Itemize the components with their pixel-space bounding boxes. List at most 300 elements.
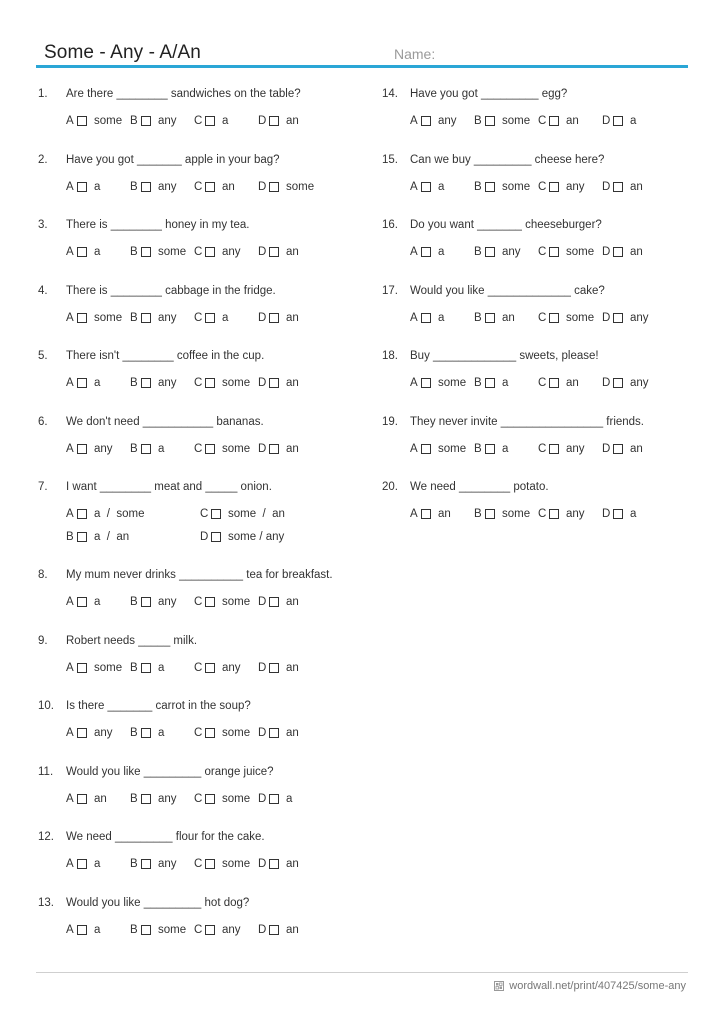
option-checkbox[interactable] — [77, 444, 87, 454]
option-checkbox[interactable] — [141, 378, 151, 388]
option-checkbox[interactable] — [421, 247, 431, 257]
option-checkbox[interactable] — [613, 182, 623, 192]
option-checkbox[interactable] — [549, 509, 559, 519]
question-item — [382, 416, 712, 482]
option-letter: B — [66, 531, 74, 543]
option-checkbox[interactable] — [269, 378, 279, 388]
question-text: I want ________ meat and _____ onion. — [66, 481, 272, 493]
option-letter: B — [474, 115, 482, 127]
footer-divider — [36, 972, 688, 973]
answer-option[interactable] — [602, 245, 643, 259]
option-checkbox[interactable] — [77, 378, 87, 388]
answer-option[interactable] — [194, 376, 250, 390]
question-item — [38, 416, 368, 482]
option-letter: C — [194, 442, 203, 455]
option-checkbox[interactable] — [421, 444, 431, 454]
option-value: some — [94, 311, 123, 324]
question-item — [382, 88, 712, 154]
answer-option[interactable] — [258, 726, 299, 740]
option-checkbox[interactable] — [421, 509, 431, 519]
answer-option[interactable] — [410, 442, 466, 456]
option-checkbox[interactable] — [549, 313, 559, 323]
question-number: 1. — [38, 88, 48, 100]
option-checkbox[interactable] — [141, 859, 151, 869]
question-item — [382, 219, 712, 285]
answer-option[interactable] — [258, 792, 292, 806]
answer-option[interactable] — [130, 923, 186, 937]
option-checkbox[interactable] — [421, 378, 431, 388]
option-checkbox[interactable] — [141, 597, 151, 607]
option-checkbox[interactable] — [269, 444, 279, 454]
footer-url[interactable]: wordwall.net/print/407425/some-any — [509, 980, 686, 992]
option-checkbox[interactable] — [269, 663, 279, 673]
answer-option[interactable] — [66, 857, 100, 871]
option-letter: D — [258, 596, 267, 608]
option-letter: A — [410, 508, 418, 520]
option-checkbox[interactable] — [77, 597, 87, 607]
question-number: 10. — [38, 700, 54, 712]
option-checkbox[interactable] — [77, 247, 87, 257]
answer-option[interactable] — [474, 114, 530, 128]
answer-option[interactable] — [66, 442, 113, 456]
option-checkbox[interactable] — [141, 663, 151, 673]
answer-option[interactable] — [200, 507, 285, 521]
answer-option[interactable] — [66, 245, 100, 259]
option-checkbox[interactable] — [485, 116, 495, 126]
question-number: 5. — [38, 350, 48, 362]
answer-option[interactable] — [194, 245, 241, 259]
option-checkbox[interactable] — [211, 509, 221, 519]
option-checkbox[interactable] — [269, 247, 279, 257]
option-value: an — [286, 246, 299, 258]
option-value: an — [286, 727, 299, 739]
question-number: 13. — [38, 896, 54, 909]
option-letter: A — [66, 311, 74, 324]
answer-option[interactable] — [538, 442, 585, 456]
option-letter: C — [194, 180, 203, 193]
answer-option[interactable] — [66, 661, 122, 675]
option-checkbox[interactable] — [141, 313, 151, 323]
option-letter: A — [410, 180, 418, 193]
option-value: a — [630, 508, 637, 520]
option-checkbox[interactable] — [205, 444, 215, 454]
option-value: a — [502, 442, 509, 455]
answer-option[interactable] — [410, 180, 444, 194]
option-checkbox[interactable] — [77, 182, 87, 192]
option-checkbox[interactable] — [549, 182, 559, 192]
option-checkbox[interactable] — [77, 663, 87, 673]
answer-option[interactable] — [194, 114, 228, 128]
option-letter: D — [258, 115, 267, 127]
answer-option[interactable] — [66, 595, 100, 609]
answer-option[interactable] — [130, 376, 177, 390]
option-checkbox[interactable] — [269, 597, 279, 607]
option-value: some — [502, 180, 531, 193]
question-text: Can we buy _________ cheese here? — [410, 153, 605, 166]
option-letter: D — [258, 246, 267, 258]
option-checkbox[interactable] — [141, 247, 151, 257]
name-field-label: Name: — [394, 46, 436, 62]
answer-option[interactable] — [130, 180, 177, 194]
option-value: an — [438, 508, 451, 520]
option-checkbox[interactable] — [205, 663, 215, 673]
option-checkbox[interactable] — [485, 444, 495, 454]
option-checkbox[interactable] — [205, 182, 215, 192]
option-letter: B — [130, 596, 138, 608]
option-letter: A — [410, 115, 418, 127]
option-value: any — [158, 596, 177, 608]
option-checkbox[interactable] — [613, 509, 623, 519]
option-checkbox[interactable] — [549, 247, 559, 257]
option-letter: C — [194, 792, 203, 805]
answer-option[interactable] — [410, 245, 444, 259]
answer-option[interactable] — [258, 923, 299, 937]
option-checkbox[interactable] — [205, 794, 215, 804]
option-letter: B — [130, 246, 138, 258]
option-letter: C — [538, 442, 547, 455]
answer-option[interactable] — [194, 595, 250, 609]
option-value: some — [502, 115, 531, 127]
question-item — [38, 350, 368, 416]
option-checkbox[interactable] — [77, 925, 87, 935]
option-value: a — [158, 442, 165, 455]
option-checkbox[interactable] — [77, 794, 87, 804]
option-letter: D — [258, 377, 267, 389]
question-item — [38, 285, 368, 351]
option-checkbox[interactable] — [269, 925, 279, 935]
option-letter: A — [410, 311, 418, 324]
option-checkbox[interactable] — [205, 378, 215, 388]
option-value: a — [222, 311, 229, 324]
answer-option[interactable] — [474, 180, 530, 194]
option-value: any — [222, 661, 241, 674]
option-letter: C — [194, 858, 203, 870]
option-checkbox[interactable] — [613, 313, 623, 323]
answer-option[interactable] — [130, 726, 164, 740]
option-checkbox[interactable] — [205, 925, 215, 935]
answer-option[interactable] — [602, 311, 649, 325]
option-checkbox[interactable] — [421, 116, 431, 126]
option-value: an — [286, 596, 299, 608]
option-letter: A — [66, 596, 74, 608]
question-number: 3. — [38, 219, 48, 231]
option-checkbox[interactable] — [485, 247, 495, 257]
option-checkbox[interactable] — [205, 116, 215, 126]
option-value: an — [286, 115, 299, 127]
option-checkbox[interactable] — [77, 509, 87, 519]
question-number: 17. — [382, 284, 398, 297]
option-letter: B — [130, 792, 138, 805]
option-checkbox[interactable] — [77, 728, 87, 738]
question-number: 2. — [38, 153, 48, 166]
answer-option[interactable] — [410, 311, 444, 325]
option-letter: D — [602, 377, 611, 389]
question-text: Robert needs _____ milk. — [66, 634, 198, 647]
answer-option[interactable] — [602, 442, 643, 456]
question-number: 7. — [38, 481, 48, 493]
option-checkbox[interactable] — [613, 378, 623, 388]
option-value: an — [286, 858, 299, 870]
answer-option[interactable] — [130, 311, 177, 325]
option-value: a — [94, 246, 101, 258]
answer-option[interactable] — [474, 442, 508, 456]
answer-option[interactable] — [66, 530, 129, 544]
answer-option[interactable] — [538, 114, 579, 128]
option-checkbox[interactable] — [205, 597, 215, 607]
option-value: an — [630, 246, 643, 258]
answer-option[interactable] — [538, 245, 594, 259]
answer-option[interactable] — [602, 180, 643, 194]
option-letter: C — [194, 923, 203, 936]
option-letter: A — [66, 377, 74, 389]
answer-option[interactable] — [258, 376, 299, 390]
option-letter: C — [538, 246, 547, 258]
answer-option[interactable] — [410, 507, 451, 521]
answer-option[interactable] — [194, 661, 241, 675]
answer-option[interactable] — [66, 792, 107, 806]
option-checkbox[interactable] — [269, 116, 279, 126]
option-value: some / any — [228, 531, 285, 543]
option-letter: C — [200, 508, 209, 520]
option-value: some — [566, 246, 595, 258]
option-checkbox[interactable] — [485, 509, 495, 519]
option-letter: C — [194, 115, 203, 127]
question-text: There is ________ cabbage in the fridge. — [66, 284, 276, 297]
option-value: any — [222, 923, 241, 936]
answer-option[interactable] — [474, 311, 515, 325]
left-question-column — [38, 88, 368, 962]
option-letter: B — [474, 508, 482, 520]
option-checkbox[interactable] — [421, 182, 431, 192]
option-letter: C — [538, 377, 547, 389]
option-value: an — [286, 442, 299, 455]
question-item — [38, 154, 368, 220]
option-checkbox[interactable] — [485, 182, 495, 192]
question-text: We don't need ___________ bananas. — [66, 415, 264, 428]
answer-option[interactable] — [410, 114, 457, 128]
option-checkbox[interactable] — [141, 444, 151, 454]
option-value: an — [286, 661, 299, 674]
question-text: They never invite ________________ friends. — [410, 415, 645, 428]
option-checkbox[interactable] — [549, 116, 559, 126]
option-checkbox[interactable] — [269, 728, 279, 738]
option-checkbox[interactable] — [549, 444, 559, 454]
option-checkbox[interactable] — [77, 532, 87, 542]
question-item — [382, 154, 712, 220]
answer-option[interactable] — [474, 245, 521, 259]
question-number: 9. — [38, 634, 48, 647]
option-letter: C — [538, 311, 547, 324]
answer-option[interactable] — [602, 507, 636, 521]
option-value: some — [566, 311, 595, 324]
question-number: 18. — [382, 350, 398, 362]
option-letter: D — [602, 180, 611, 193]
option-checkbox[interactable] — [141, 116, 151, 126]
option-letter: D — [258, 442, 267, 455]
option-checkbox[interactable] — [141, 182, 151, 192]
option-checkbox[interactable] — [613, 247, 623, 257]
question-item — [38, 481, 368, 569]
answer-option[interactable] — [194, 311, 228, 325]
question-item — [38, 831, 368, 897]
answer-option[interactable] — [602, 376, 649, 390]
answer-option[interactable] — [474, 376, 508, 390]
answer-option[interactable] — [538, 507, 585, 521]
option-letter: A — [66, 923, 74, 936]
option-value: an — [630, 442, 643, 455]
footer — [494, 980, 686, 992]
option-checkbox[interactable] — [141, 794, 151, 804]
answer-option[interactable] — [602, 114, 636, 128]
answer-option[interactable] — [66, 180, 100, 194]
option-value: an — [222, 180, 235, 193]
answer-option[interactable] — [130, 595, 177, 609]
answer-option[interactable] — [130, 661, 164, 675]
answer-option[interactable] — [258, 857, 299, 871]
option-value: some — [158, 246, 187, 258]
option-checkbox[interactable] — [141, 728, 151, 738]
option-letter: B — [130, 661, 138, 674]
option-letter: D — [258, 180, 267, 193]
answer-option[interactable] — [130, 442, 164, 456]
option-value: any — [502, 246, 521, 258]
option-letter: B — [130, 727, 138, 739]
option-checkbox[interactable] — [269, 859, 279, 869]
option-letter: B — [130, 115, 138, 127]
option-letter: A — [410, 246, 418, 258]
answer-option[interactable] — [194, 726, 250, 740]
option-value: any — [630, 377, 649, 389]
option-value: a — [630, 115, 637, 127]
option-value: a — [502, 377, 509, 389]
question-number: 15. — [382, 153, 398, 166]
option-value: some — [502, 508, 531, 520]
question-number: 20. — [382, 481, 398, 493]
option-checkbox[interactable] — [269, 794, 279, 804]
answer-option[interactable] — [66, 311, 122, 325]
option-checkbox[interactable] — [269, 313, 279, 323]
answer-option[interactable] — [194, 180, 235, 194]
option-checkbox[interactable] — [77, 859, 87, 869]
option-checkbox[interactable] — [141, 925, 151, 935]
answer-option[interactable] — [538, 180, 585, 194]
option-checkbox[interactable] — [613, 444, 623, 454]
option-checkbox[interactable] — [205, 313, 215, 323]
option-value: some — [222, 727, 251, 739]
answer-option[interactable] — [538, 376, 579, 390]
question-item — [38, 766, 368, 832]
answer-option[interactable] — [66, 923, 100, 937]
option-checkbox[interactable] — [269, 182, 279, 192]
answer-option[interactable] — [474, 507, 530, 521]
question-text: Have you got _________ egg? — [410, 88, 568, 100]
option-value: a — [94, 596, 101, 608]
answer-option[interactable] — [258, 180, 314, 194]
option-value: any — [566, 180, 585, 193]
option-checkbox[interactable] — [211, 532, 221, 542]
option-letter: D — [602, 442, 611, 455]
option-value: an — [566, 115, 579, 127]
answer-option[interactable] — [130, 114, 177, 128]
option-letter: B — [130, 923, 138, 936]
option-checkbox[interactable] — [205, 728, 215, 738]
answer-option[interactable] — [194, 792, 250, 806]
answer-option[interactable] — [258, 595, 299, 609]
answer-option[interactable] — [66, 376, 100, 390]
answer-option[interactable] — [66, 726, 113, 740]
option-value: any — [630, 311, 649, 324]
option-letter: B — [130, 858, 138, 870]
option-value: some — [222, 792, 251, 805]
question-item — [382, 481, 712, 547]
option-checkbox[interactable] — [205, 247, 215, 257]
option-checkbox[interactable] — [549, 378, 559, 388]
option-value: some — [222, 377, 251, 389]
answer-option[interactable] — [410, 376, 466, 390]
answer-option[interactable] — [130, 792, 177, 806]
question-item — [38, 635, 368, 701]
question-text: Do you want _______ cheeseburger? — [410, 219, 602, 231]
answer-option[interactable] — [130, 245, 186, 259]
question-number: 19. — [382, 415, 398, 428]
option-letter: A — [66, 661, 74, 674]
option-checkbox[interactable] — [205, 859, 215, 869]
option-letter: A — [66, 727, 74, 739]
option-letter: C — [194, 727, 203, 739]
option-letter: D — [258, 727, 267, 739]
question-number: 6. — [38, 415, 48, 428]
option-value: a — [158, 727, 165, 739]
question-text: Would you like _____________ cake? — [410, 284, 605, 297]
option-letter: D — [602, 508, 611, 520]
option-value: any — [158, 377, 177, 389]
option-value: some — [94, 115, 123, 127]
answer-option[interactable] — [258, 442, 299, 456]
option-letter: D — [258, 792, 267, 805]
option-value: any — [566, 442, 585, 455]
question-item — [382, 350, 712, 416]
option-letter: B — [130, 377, 138, 389]
option-checkbox[interactable] — [77, 116, 87, 126]
question-number: 11. — [38, 765, 54, 778]
answer-option[interactable] — [200, 530, 284, 544]
option-checkbox[interactable] — [77, 313, 87, 323]
answer-option[interactable] — [194, 442, 250, 456]
answer-option[interactable] — [194, 857, 250, 871]
option-checkbox[interactable] — [485, 378, 495, 388]
option-value: a — [94, 377, 101, 389]
option-letter: B — [130, 180, 138, 193]
answer-option[interactable] — [130, 857, 177, 871]
option-letter: C — [194, 246, 203, 258]
answer-option[interactable] — [66, 114, 122, 128]
answer-option[interactable] — [258, 661, 299, 675]
answer-option[interactable] — [258, 245, 299, 259]
answer-option[interactable] — [258, 114, 299, 128]
question-item — [38, 897, 368, 963]
option-checkbox[interactable] — [421, 313, 431, 323]
answer-option[interactable] — [194, 923, 241, 937]
answer-option[interactable] — [258, 311, 299, 325]
option-checkbox[interactable] — [613, 116, 623, 126]
answer-option[interactable] — [538, 311, 594, 325]
option-letter: C — [538, 115, 547, 127]
option-letter: D — [602, 115, 611, 127]
option-checkbox[interactable] — [485, 313, 495, 323]
option-letter: B — [474, 377, 482, 389]
answer-option[interactable] — [66, 507, 145, 521]
option-value: some — [94, 661, 123, 674]
